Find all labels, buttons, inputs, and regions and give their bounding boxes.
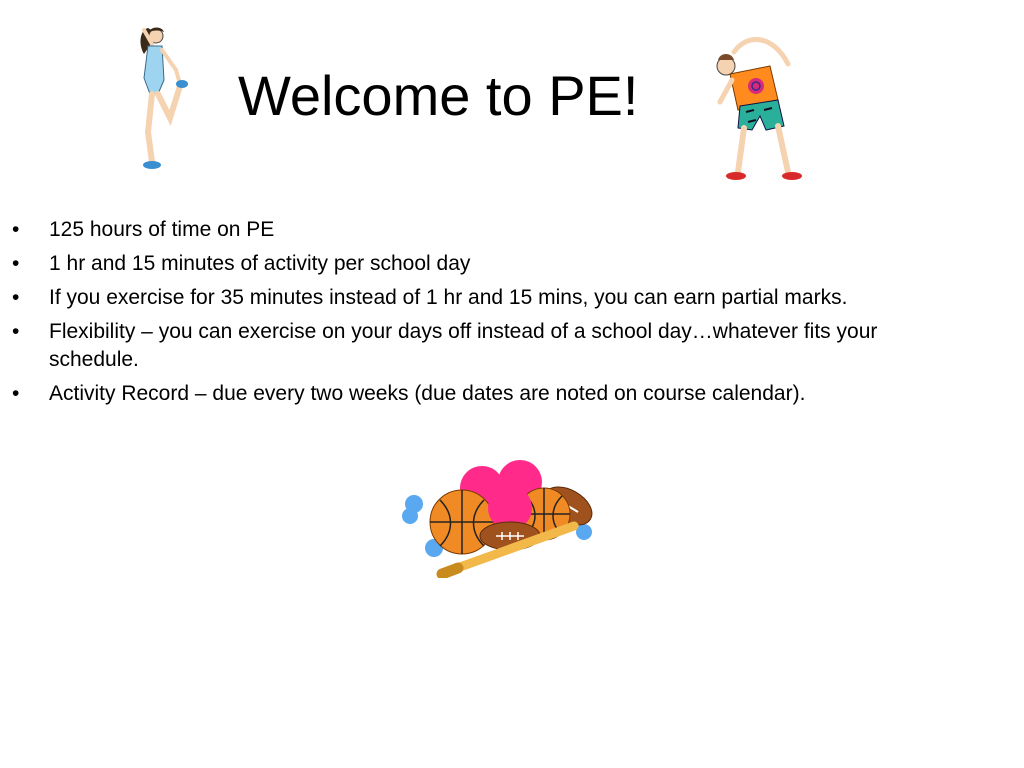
bullet-list <box>12 216 892 414</box>
sports-balls-and-bat-icon <box>398 454 602 578</box>
gymnast-stretching-icon <box>118 22 198 174</box>
bullet-text: If you exercise for 35 minutes instead of 1 hr and 15 mins, you can earn partial marks. <box>49 286 848 309</box>
bullet-marker: • <box>12 320 20 343</box>
list-item <box>12 284 892 312</box>
bullet-text: 1 hr and 15 minutes of activity per school day <box>49 252 471 275</box>
bullet-marker: • <box>12 382 20 405</box>
bullet-text: Flexibility – you can exercise on your days off instead of a school day…whatever fits your schedule. <box>49 320 878 371</box>
bullet-marker: • <box>12 218 20 241</box>
bullet-marker: • <box>12 252 20 275</box>
bullet-marker: • <box>12 286 20 309</box>
page-title: Welcome to PE! <box>238 64 639 127</box>
bullet-text: Activity Record – due every two weeks (due dates are noted on course calendar). <box>49 382 806 405</box>
list-item <box>12 250 892 278</box>
list-item <box>12 216 892 244</box>
bullet-text: 125 hours of time on PE <box>49 218 275 241</box>
list-item <box>12 380 892 408</box>
person-side-bend-stretch-icon <box>708 30 812 182</box>
list-item <box>12 318 892 374</box>
